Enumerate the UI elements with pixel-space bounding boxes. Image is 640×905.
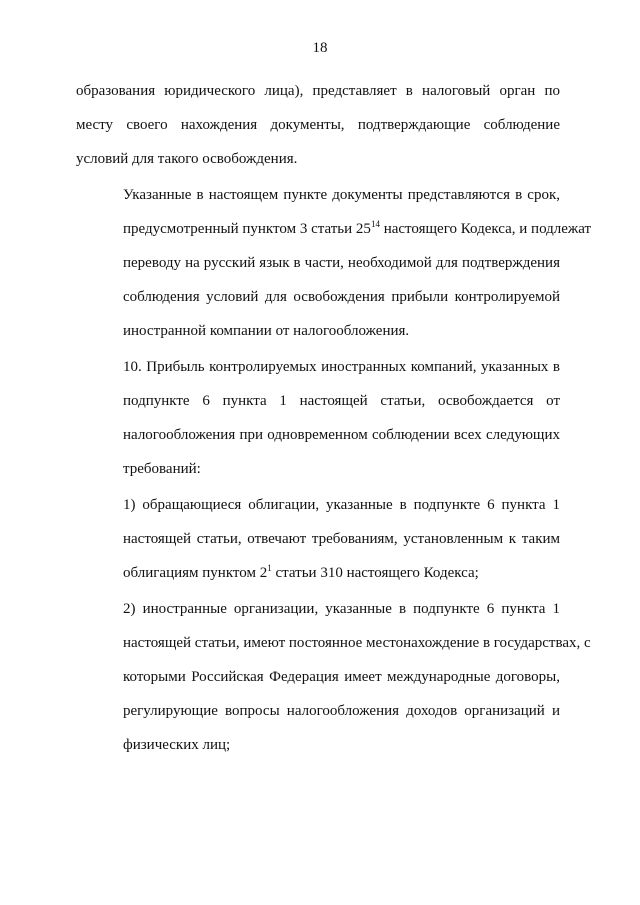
text-line: иностранной компании от налогообложения. [123, 323, 410, 339]
text-line: подпункте 6 пункта 1 настоящей статьи, освобождается от [123, 393, 560, 409]
text-line: соблюдения условий для освобождения прибыли контролируемой [123, 289, 560, 305]
text-line: 10. Прибыль контролируемых иностранных компаний, указанных в [123, 359, 560, 375]
text-line: настоящей статьи, имеют постоянное местонахождение в государствах, с [123, 635, 591, 651]
text-line: 2) иностранные организации, указанные в подпункте 6 пункта 1 [123, 601, 560, 617]
text-fragment: статьи 310 настоящего Кодекса; [271, 565, 479, 581]
text-line: 1) обращающиеся облигации, указанные в подпункте 6 пункта 1 [123, 497, 560, 513]
text-line: регулирующие вопросы налогообложения доходов организаций и [123, 703, 560, 719]
paragraph-2 [76, 178, 592, 348]
text-line: физических лиц; [123, 737, 231, 753]
text-fragment: предусмотренный пунктом 3 статьи 25 [123, 221, 371, 237]
text-line: настоящей статьи, отвечают требованиям, установленным к таким [123, 531, 560, 547]
text-fragment: облигациям пунктом 2 [123, 565, 268, 581]
text-line: требований: [123, 461, 201, 477]
text-fragment: настоящего Кодекса, и подлежат [379, 221, 592, 237]
text-line-with-superscript [76, 556, 560, 590]
superscript: 1 [267, 563, 272, 573]
text-line-with-superscript [76, 212, 592, 246]
text-line: налогообложения при одновременном соблюдении всех следующих [123, 427, 560, 443]
document-body [76, 74, 592, 762]
page-number: 18 [312, 40, 328, 56]
paragraph-4 [76, 488, 560, 590]
text-line: образования юридического лица), представляет в налоговый орган по [76, 83, 560, 99]
text-line: месту своего нахождения документы, подтверждающие соблюдение [76, 117, 560, 133]
text-line: переводу на русский язык в части, необходимой для подтверждения [123, 255, 560, 271]
paragraph-5 [76, 592, 591, 762]
text-line: которыми Российская Федерация имеет международные договоры, [123, 669, 560, 685]
text-line: условий для такого освобождения. [76, 151, 298, 167]
text-line: Указанные в настоящем пункте документы представляются в срок, [123, 187, 560, 203]
paragraph-3 [76, 350, 560, 486]
paragraph-1 [76, 74, 560, 176]
superscript: 14 [370, 219, 380, 229]
